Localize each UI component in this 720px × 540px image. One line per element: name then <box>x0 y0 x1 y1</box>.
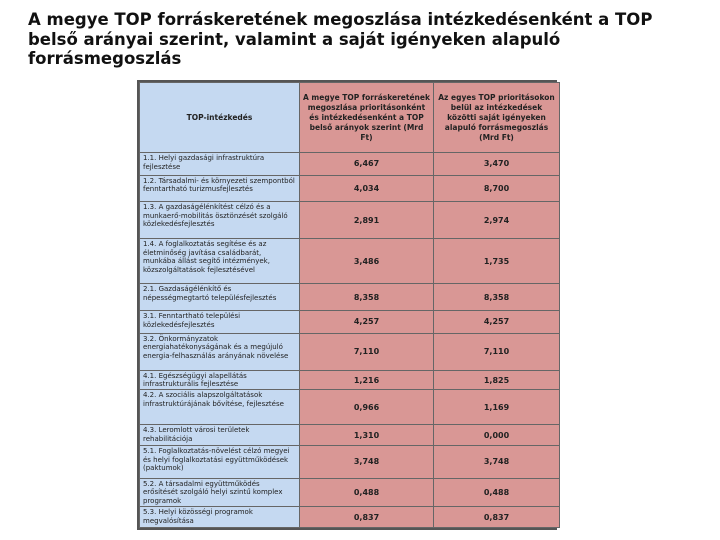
own-needs-value: 0,000 <box>434 425 560 446</box>
own-needs-value: 8,358 <box>434 284 560 311</box>
top-ratio-value: 0,488 <box>300 478 434 507</box>
table-header-row <box>140 83 560 153</box>
top-ratio-value: 6,467 <box>300 153 434 176</box>
table-row <box>140 478 560 507</box>
table-row <box>140 284 560 311</box>
measure-name: 4.2. A szociális alapszolgáltatások infrastruktúrájának bővítése, fejlesztése <box>140 390 300 425</box>
table-row <box>140 311 560 334</box>
measure-name: 1.4. A foglalkoztatás segítése és az életminőség javítása családbarát, munkába állást segítő intézmények, közszolgáltatások fejlesztésével <box>140 239 300 284</box>
own-needs-value: 1,825 <box>434 370 560 390</box>
data-table <box>137 80 557 530</box>
measure-name: 1.1. Helyi gazdasági infrastruktúra fejlesztése <box>140 153 300 176</box>
top-ratio-value: 1,216 <box>300 370 434 390</box>
top-ratio-value: 0,837 <box>300 507 434 528</box>
top-ratio-value: 3,748 <box>300 445 434 478</box>
table-row <box>140 202 560 239</box>
table-row <box>140 333 560 370</box>
table-row <box>140 390 560 425</box>
own-needs-value: 7,110 <box>434 333 560 370</box>
header-own-needs: Az egyes TOP prioritásokon belül az intézkedések közötti saját igényeken alapuló forrásmegoszlás (Mrd Ft) <box>434 83 560 153</box>
header-measure: TOP-intézkedés <box>140 83 300 153</box>
top-ratio-value: 1,310 <box>300 425 434 446</box>
measure-name: 3.2. Önkormányzatok energiahatékonyságának és a megújuló energia-felhasználás arányának növelése <box>140 333 300 370</box>
own-needs-value: 8,700 <box>434 175 560 202</box>
own-needs-value: 0,837 <box>434 507 560 528</box>
measure-name: 1.2. Társadalmi- és környezeti szempontból fenntartható turizmusfejlesztés <box>140 175 300 202</box>
page-title: A megye TOP forráskeretének megoszlása intézkedésenként a TOP belső arányai szerint, valamint a saját igényeken alapuló forrásmegoszlás <box>28 10 653 68</box>
own-needs-value: 3,748 <box>434 445 560 478</box>
top-ratio-value: 4,257 <box>300 311 434 334</box>
table-row <box>140 445 560 478</box>
table-row <box>140 507 560 528</box>
own-needs-value: 0,488 <box>434 478 560 507</box>
measure-name: 5.1. Foglalkoztatás-növelést célzó megyei és helyi foglalkoztatási együttműködések (paktumok) <box>140 445 300 478</box>
top-ratio-value: 2,891 <box>300 202 434 239</box>
own-needs-value: 1,735 <box>434 239 560 284</box>
table-row <box>140 239 560 284</box>
header-top-ratio: A megye TOP forráskeretének megoszlása prioritásonként és intézkedésenként a TOP belső arányok szerint (Mrd Ft) <box>300 83 434 153</box>
table-row <box>140 425 560 446</box>
measure-name: 4.3. Leromlott városi területek rehabilitációja <box>140 425 300 446</box>
measure-name: 2.1. Gazdaságélénkítő és népességmegtartó településfejlesztés <box>140 284 300 311</box>
own-needs-value: 4,257 <box>434 311 560 334</box>
measure-name: 3.1. Fenntartható települési közlekedésfejlesztés <box>140 311 300 334</box>
own-needs-value: 3,470 <box>434 153 560 176</box>
table-row <box>140 175 560 202</box>
table-row <box>140 370 560 390</box>
own-needs-value: 2,974 <box>434 202 560 239</box>
top-ratio-value: 4,034 <box>300 175 434 202</box>
top-ratio-value: 0,966 <box>300 390 434 425</box>
own-needs-value: 1,169 <box>434 390 560 425</box>
top-ratio-value: 7,110 <box>300 333 434 370</box>
measure-name: 5.3. Helyi közösségi programok megvalósítása <box>140 507 300 528</box>
measure-name: 4.1. Egészségügyi alapellátás infrastrukturális fejlesztése <box>140 370 300 390</box>
measure-name: 1.3. A gazdaságélénkítést célzó és a munkaerő-mobilitás ösztönzését szolgáló közlekedésfejlesztés <box>140 202 300 239</box>
measure-name: 5.2. A társadalmi együttműködés erősítését szolgáló helyi szintű komplex programok <box>140 478 300 507</box>
top-ratio-value: 8,358 <box>300 284 434 311</box>
top-ratio-value: 3,486 <box>300 239 434 284</box>
table-row <box>140 153 560 176</box>
